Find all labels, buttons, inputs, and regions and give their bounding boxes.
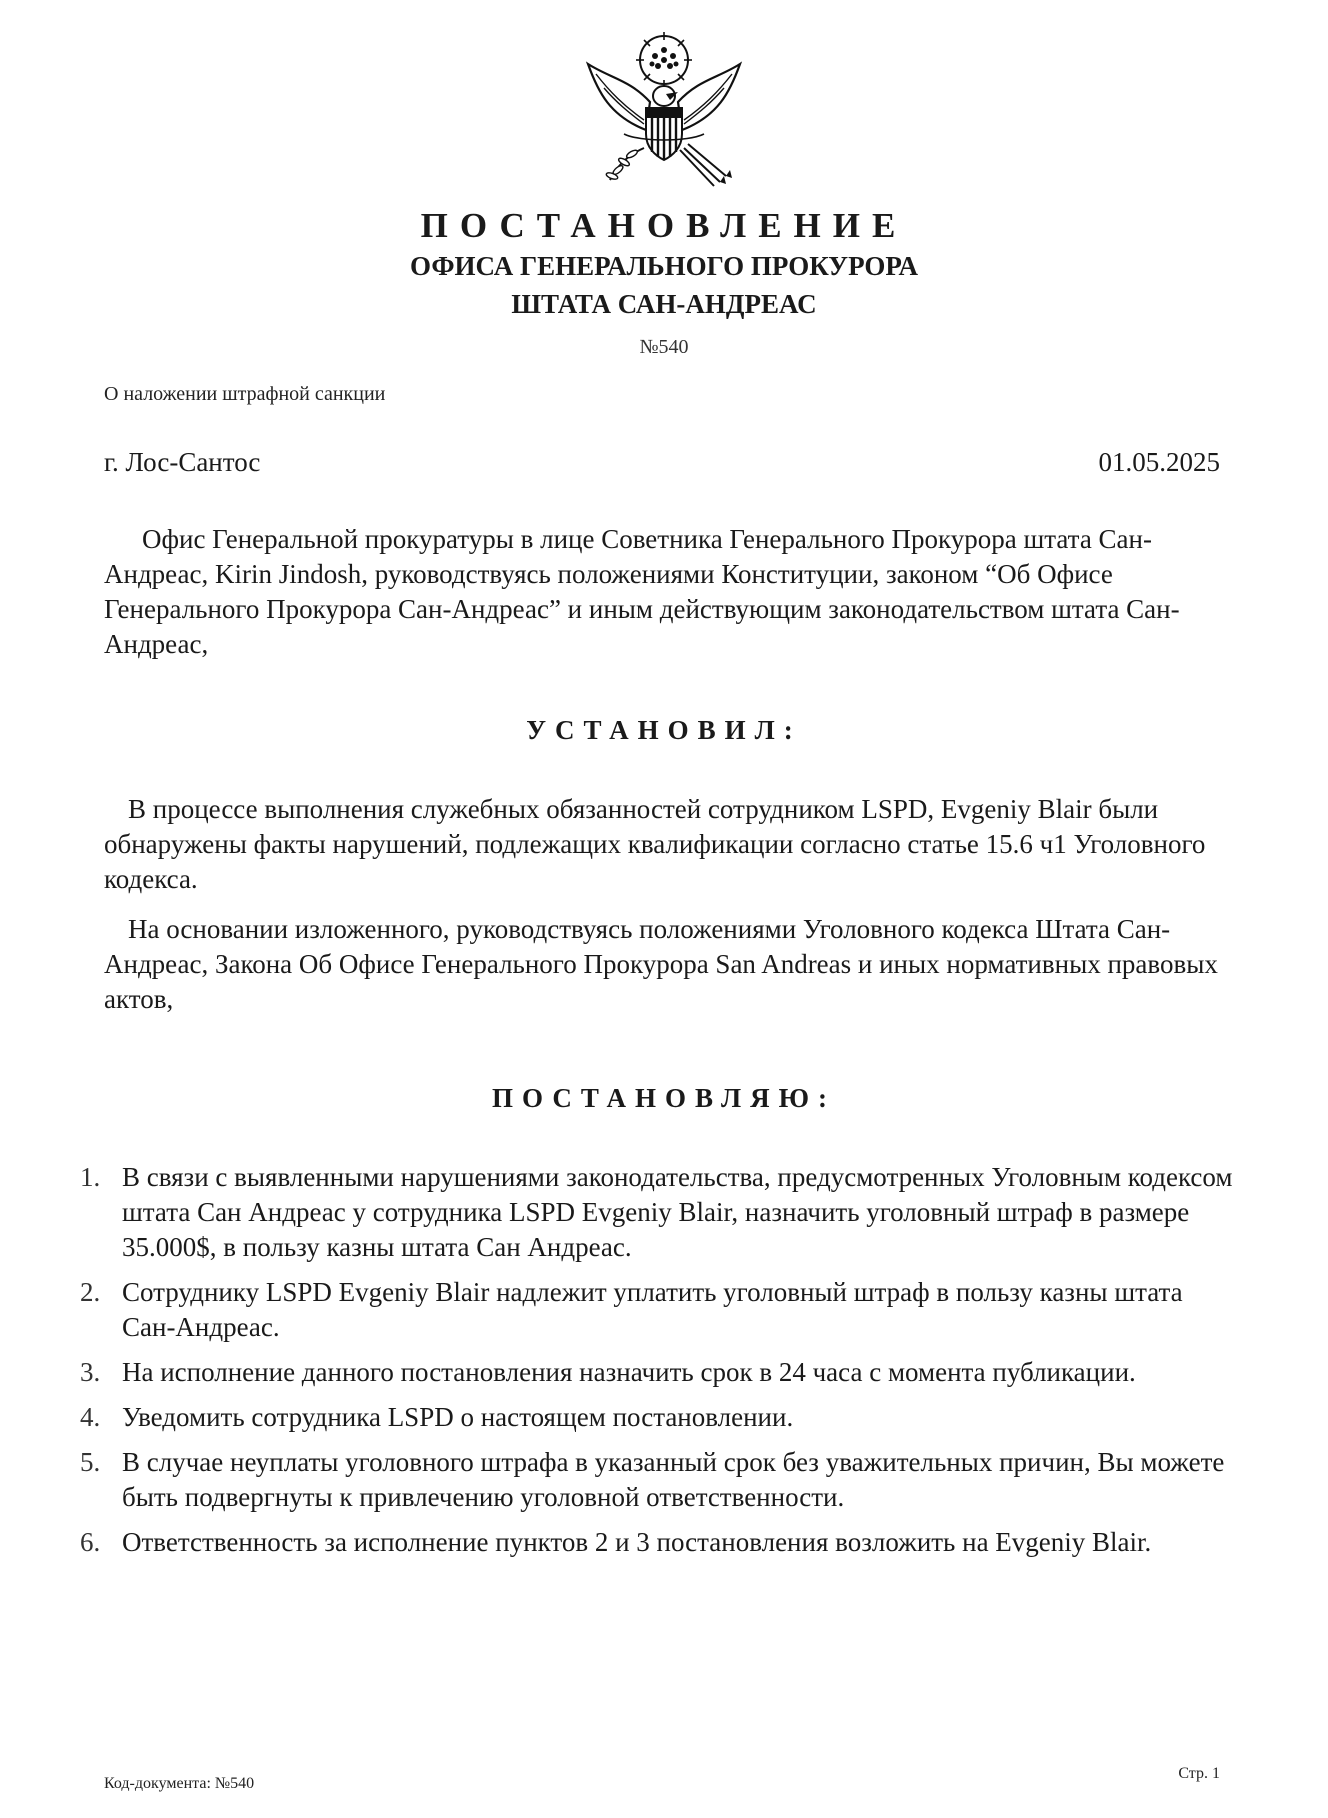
issuer-line-2: ШТАТА САН-АНДРЕАС bbox=[511, 289, 817, 319]
decision-item bbox=[80, 1355, 1240, 1390]
decision-item bbox=[80, 1160, 1240, 1265]
great-seal-eagle-icon bbox=[580, 30, 748, 188]
decision-item bbox=[80, 1445, 1240, 1515]
decision-item-text: В связи с выявленными нарушениями законодательства, предусмотренных Уголовным кодексом штата Сан Андреас у сотрудника LSPD Evgeniy Blair, назначить уголовный штраф в размере 35.000$, в пользу казны штата Сан Андреас. bbox=[122, 1162, 1233, 1262]
decision-item-number: 1. bbox=[80, 1162, 101, 1192]
decision-item-text: Ответственность за исполнение пунктов 2 и 3 постановления возложить на Evgeniy Blair. bbox=[122, 1527, 1152, 1557]
decision-item-number: 6. bbox=[80, 1527, 101, 1557]
decision-item-number: 5. bbox=[80, 1447, 101, 1477]
decision-item bbox=[80, 1275, 1240, 1345]
decision-item-text: Сотруднику LSPD Evgeniy Blair надлежит уплатить уголовный штраф в пользу казны штата Сан-Андреас. bbox=[122, 1277, 1183, 1342]
decision-item-number: 4. bbox=[80, 1402, 101, 1432]
established-heading: УСТАНОВИЛ: bbox=[526, 715, 802, 745]
decision-item-text: В случае неуплаты уголовного штрафа в указанный срок без уважительных причин, Вы можете быть подвергнуты к привлечению уголовной ответственности. bbox=[122, 1447, 1225, 1512]
decision-item bbox=[80, 1400, 1240, 1435]
decision-item-number: 3. bbox=[80, 1357, 101, 1387]
document-place: г. Лос-Сантос bbox=[104, 447, 261, 477]
document-date: 01.05.2025 bbox=[1098, 447, 1220, 477]
decision-item bbox=[80, 1525, 1240, 1560]
document-number: №540 bbox=[639, 336, 689, 358]
page-number: Стр. 1 bbox=[1178, 1765, 1220, 1782]
decision-item-number: 2. bbox=[80, 1277, 101, 1307]
document-code: Код-документа: №540 bbox=[104, 1775, 255, 1792]
intro-paragraph: Офис Генеральной прокуратуры в лице Советника Генерального Прокурора штата Сан-Андреас, Kirin Jindosh, руководствуясь положениями Конституции, законом “Об Офисе Генерального Прокурора Сан-Андреас” и иным действующим законодательством штата Сан-Андреас, bbox=[104, 524, 1180, 659]
document-subject: О наложении штрафной санкции bbox=[104, 383, 386, 405]
decision-list bbox=[80, 1160, 1240, 1570]
established-paragraph: В процессе выполнения служебных обязанностей сотрудником LSPD, Evgeniy Blair были обнаружены факты нарушений, подлежащих квалификации согласно статье 15.6 ч1 Уголовного кодекса. bbox=[104, 794, 1206, 894]
established-paragraph: На основании изложенного, руководствуясь положениями Уголовного кодекса Штата Сан-Андреас, Закона Об Офисе Генерального Прокурора San Andreas и иных нормативных правовых актов, bbox=[104, 914, 1218, 1014]
decision-item-text: На исполнение данного постановления назначить срок в 24 часа с момента публикации. bbox=[122, 1357, 1136, 1387]
issuer-line-1: ОФИСА ГЕНЕРАЛЬНОГО ПРОКУРОРА bbox=[410, 251, 918, 281]
document-title: ПОСТАНОВЛЕНИЕ bbox=[420, 206, 908, 245]
decision-heading: ПОСТАНОВЛЯЮ: bbox=[492, 1083, 836, 1113]
decision-item-text: Уведомить сотрудника LSPD о настоящем постановлении. bbox=[122, 1402, 794, 1432]
